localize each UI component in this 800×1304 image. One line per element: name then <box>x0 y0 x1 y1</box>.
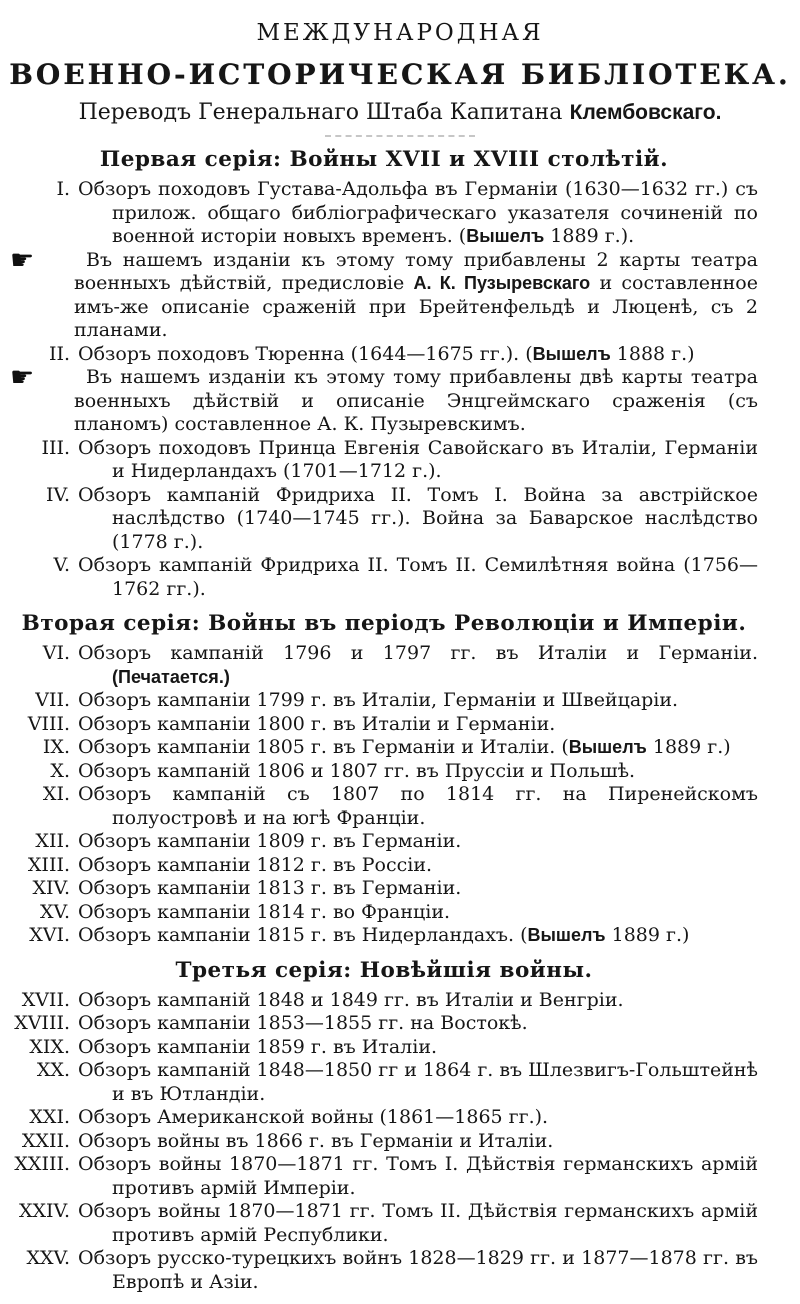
plain-text: Обзоръ кампаній 1848 и 1849 гг. въ Италіи и Венгріи. <box>78 988 624 1011</box>
manicule-icon: ☛ <box>10 244 35 276</box>
item-text <box>78 854 758 878</box>
item-text <box>78 343 758 367</box>
catalog-item <box>10 1012 758 1036</box>
plain-text: Обзоръ кампаній Фридриха II. Томъ I. Война за австрійское наслѣдство (1740—1745 гг.). Война за Баварское наслѣдство (1778 г.). <box>78 483 758 553</box>
item-numeral: XXV. <box>26 1247 70 1269</box>
plain-text: Обзоръ кампаніи 1800 г. въ Италіи и Германіи. <box>78 712 556 735</box>
item-numeral: XI. <box>42 783 70 805</box>
emphasis-text: Вышелъ <box>527 925 606 945</box>
translator-line <box>0 98 800 128</box>
catalog-item <box>10 1200 758 1247</box>
plain-text: Обзоръ кампаніи 1815 г. въ Нидерландахъ. ( <box>78 924 528 946</box>
item-numeral: XII. <box>35 830 70 852</box>
item-numeral: V. <box>53 554 70 576</box>
catalog-item <box>10 437 758 484</box>
ornament-rule <box>325 135 475 137</box>
plain-text: Обзоръ походовъ Принца Евгенія Савойскаго въ Италіи, Германіи и Нидерландахъ (1701—1712 г.). <box>78 436 758 482</box>
catalog-item <box>10 713 758 737</box>
note-text <box>74 366 758 437</box>
item-numeral: XVI. <box>29 924 70 946</box>
catalog-item <box>10 783 758 830</box>
book-header <box>0 18 800 137</box>
item-text <box>78 760 758 784</box>
plain-text: Обзоръ войны въ 1866 г. въ Германіи и Италіи. <box>78 1129 554 1152</box>
item-numeral: XVII. <box>21 988 70 1011</box>
item-text <box>78 484 758 555</box>
catalog-item <box>10 736 758 760</box>
plain-text: Обзоръ кампаніи 1814 г. во Франціи. <box>78 900 451 923</box>
item-numeral: VII. <box>35 689 70 711</box>
item-numeral: XVIII. <box>14 1012 70 1034</box>
item-numeral: VI. <box>42 642 70 664</box>
item-text <box>78 924 758 948</box>
library-title: ВОЕННО-ИСТОРИЧЕСКАЯ БИБЛІОТЕКА. <box>9 58 791 91</box>
item-text <box>78 1012 758 1036</box>
emphasis-text: Вышелъ <box>466 226 545 246</box>
catalog-item <box>10 989 758 1013</box>
plain-text: Обзоръ войны 1870—1871 гг. Томъ I. Дѣйствія германскихъ армій противъ армій Имперіи. <box>78 1153 758 1199</box>
item-numeral: XIX. <box>29 1035 70 1058</box>
item-numeral: X. <box>50 759 70 782</box>
catalog-item <box>10 689 758 713</box>
item-text <box>78 178 758 249</box>
catalog-item <box>10 1153 758 1200</box>
item-numeral: XIV. <box>32 877 70 899</box>
item-numeral: XX. <box>36 1059 70 1081</box>
catalog-item <box>10 178 758 249</box>
plain-text: 1889 г.). <box>544 225 635 247</box>
plain-text: Обзоръ кампаній 1848—1850 гг и 1864 г. въ Шлезвигъ-Гольштейнѣ и въ Ютландіи. <box>78 1059 758 1105</box>
catalog-item <box>10 854 758 878</box>
item-text <box>78 713 758 737</box>
item-text <box>78 1247 758 1294</box>
plain-text: 1889 г.) <box>605 924 690 946</box>
item-text <box>78 437 758 484</box>
manicule-icon: ☛ <box>10 362 35 393</box>
item-text <box>78 554 758 601</box>
catalog-item <box>10 554 758 601</box>
catalog-item <box>10 1059 758 1106</box>
plain-text: и составленное имъ-же описаніе сраженій при Брейтенфельдѣ и Люценѣ, съ 2 планами. <box>74 272 758 341</box>
item-text <box>78 901 758 925</box>
plain-text: Обзоръ войны 1870—1871 гг. Томъ II. Дѣйствія германскихъ армій противъ армій Республики. <box>78 1200 758 1246</box>
catalog-item <box>10 642 758 689</box>
note-text <box>74 249 758 343</box>
item-text <box>78 877 758 901</box>
item-numeral: XV. <box>40 900 70 923</box>
item-numeral: II. <box>48 342 70 365</box>
plain-text: Въ нашемъ изданіи къ этому тому прибавлены 2 карты театра военныхъ дѣйствій, предисловіе <box>74 248 758 294</box>
plain-text: 1889 г.) <box>646 736 731 758</box>
item-numeral: XXII. <box>21 1129 70 1152</box>
catalog-list <box>0 146 800 1294</box>
item-numeral: IX. <box>42 736 70 758</box>
item-text <box>78 736 758 760</box>
catalog-item <box>10 877 758 901</box>
item-text <box>78 1106 758 1130</box>
plain-text: Обзоръ Американской войны (1861—1865 гг.). <box>78 1106 549 1128</box>
item-text <box>78 1200 758 1247</box>
emphasis-text: А. К. Пузыревскаго <box>413 273 591 293</box>
plain-text: Обзоръ кампаніи 1812 г. въ Россіи. <box>78 853 433 876</box>
plain-text: Обзоръ кампаній 1796 и 1797 гг. въ Италіи и Германіи. <box>78 642 758 664</box>
item-text <box>78 1036 758 1060</box>
note-row <box>10 244 758 343</box>
item-numeral: XXIII. <box>14 1153 70 1175</box>
note-row <box>10 362 758 437</box>
item-numeral: XXI. <box>29 1106 70 1128</box>
plain-text: Обзоръ кампаніи 1799 г. въ Италіи, Германіи и Швейцаріи. <box>78 689 679 711</box>
plain-text: 1888 г.) <box>610 342 695 365</box>
catalog-item <box>10 760 758 784</box>
plain-text: Обзоръ походовъ Тюренна (1644—1675 гг.). ( <box>78 342 533 365</box>
plain-text: Обзоръ кампаніи 1853—1855 гг. на Востокѣ. <box>78 1012 528 1034</box>
item-text <box>78 989 758 1013</box>
plain-text: Обзоръ кампаніи 1805 г. въ Германіи и Италіи. ( <box>78 736 569 758</box>
catalog-item <box>10 343 758 367</box>
item-numeral: I. <box>56 178 70 200</box>
item-text <box>78 689 758 713</box>
catalog-item <box>10 1130 758 1154</box>
plain-text: Обзоръ русско-турецкихъ войнъ 1828—1829 гг. и 1877—1878 гг. въ Европѣ и Азіи. <box>78 1247 758 1293</box>
catalog-item <box>10 924 758 948</box>
section-heading: Третья серія: Новѣйшія войны. <box>175 957 593 983</box>
plain-text: Обзоръ кампаній съ 1807 по 1814 гг. на Пиренейскомъ полуостровѣ и на югѣ Франціи. <box>78 783 758 829</box>
translator-name: Клембовскаго. <box>569 101 722 124</box>
translator-line-text: Переводъ Генеральнаго Штаба Капитана <box>78 100 563 125</box>
plain-text: Обзоръ кампаніи 1813 г. въ Германіи. <box>78 877 462 899</box>
emphasis-text: Вышелъ <box>532 343 611 364</box>
item-numeral: IV. <box>46 483 70 506</box>
section-heading: Вторая серія: Войны въ періодъ Революціи и Имперіи. <box>21 611 747 636</box>
item-numeral: III. <box>41 436 70 459</box>
plain-text: Обзоръ кампаній 1806 и 1807 гг. въ Пруссіи и Польшѣ. <box>78 759 636 782</box>
section-heading: Первая серія: Войны XVII и XVIII столѣтій. <box>99 147 669 172</box>
catalog-item <box>10 1036 758 1060</box>
catalog-item <box>10 830 758 854</box>
item-text <box>78 830 758 854</box>
item-text <box>78 642 758 689</box>
item-numeral: VIII. <box>27 712 70 735</box>
plain-text: Въ нашемъ изданіи къ этому тому прибавлены двѣ карты театра военныхъ дѣйствій и описаніе Энцгеймскаго сраженія (съ планомъ) составленное А. К. Пузыревскимъ. <box>74 366 758 435</box>
catalog-item <box>10 484 758 555</box>
plain-text: Обзоръ кампаніи 1859 г. въ Италіи. <box>78 1035 438 1058</box>
plain-text: Обзоръ кампаніи 1809 г. въ Германіи. <box>78 830 462 852</box>
emphasis-text: Вышелъ <box>568 737 647 757</box>
plain-text: Обзоръ походовъ Густава-Адольфа въ Германіи (1630—1632 гг.) съ прилож. общаго библіографическаго указателя сочиненій по военной исторіи новыхъ временъ. ( <box>78 178 758 247</box>
item-text <box>78 1153 758 1200</box>
catalog-item <box>10 901 758 925</box>
item-text <box>78 1130 758 1154</box>
catalog-item <box>10 1247 758 1294</box>
item-text <box>78 783 758 830</box>
item-text <box>78 1059 758 1106</box>
item-numeral: XXIV. <box>19 1200 70 1222</box>
plain-text: Обзоръ кампаній Фридриха II. Томъ II. Семилѣтняя война (1756—1762 гг.). <box>78 554 758 600</box>
catalog-item <box>10 1106 758 1130</box>
series-supertitle: МЕЖДУНАРОДНАЯ <box>256 20 544 46</box>
item-numeral: XIII. <box>27 853 70 876</box>
emphasis-text: (Печатается.) <box>112 666 230 687</box>
